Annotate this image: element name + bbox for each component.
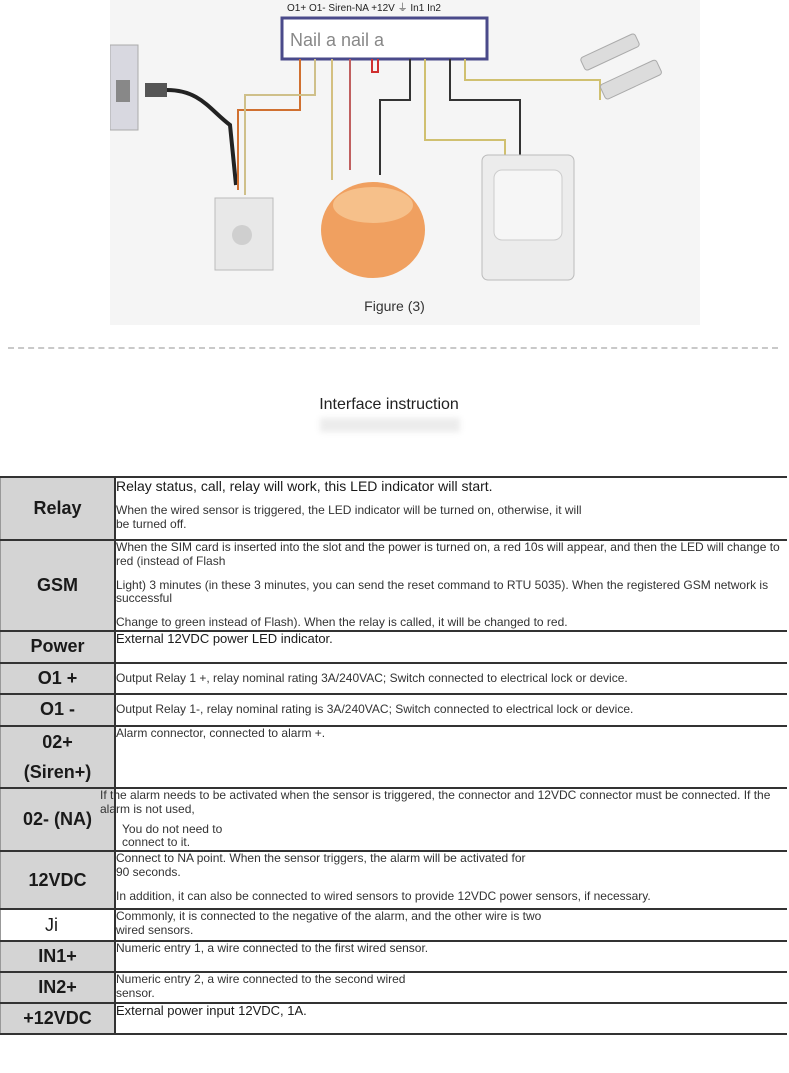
row-text: When the wired sensor is triggered, the LED indicator will be turned on, otherwise, it will (116, 503, 582, 518)
divider (8, 347, 778, 349)
faded-text (320, 418, 460, 432)
row-text: alarm is not used, (100, 801, 195, 816)
row-text: connect to it. (122, 835, 191, 850)
row-label: IN2+ (1, 972, 116, 1003)
section-heading: Interface instruction (319, 396, 459, 413)
row-text: Alarm connector, connected to alarm +. (116, 725, 326, 740)
terminal-labels: O1+ O1- Siren-NA +12V ⏚ In1 In2 (287, 3, 441, 14)
row-label: O1 + (1, 663, 116, 694)
row-text: If the alarm needs to be activated when the sensor is triggered, the connector and 12VDC connector must be connected. If the (100, 787, 771, 802)
table-row (1, 788, 788, 851)
row-text: You do not need to (122, 821, 223, 836)
row-text: Output Relay 1-, relay nominal rating is 3A/240VAC; Switch connected to electrical lock or device. (116, 702, 634, 717)
row-label: Ji (45, 914, 58, 935)
row-text: External power input 12VDC, 1A. (116, 1003, 307, 1019)
table-row (1, 909, 788, 941)
door-magnet-icon (599, 59, 662, 100)
row-text: wired sensors. (116, 922, 194, 937)
power-plug-icon (145, 83, 167, 97)
table-row (1, 540, 788, 631)
row-text: When the SIM card is inserted into the slot and the power is turned on, a red 10s will appear, and then the LED will change to (116, 540, 780, 554)
table-row (1, 972, 788, 1003)
row-text: be turned off. (116, 516, 187, 531)
module-label: Nail a nail a (290, 30, 385, 50)
table-row (1, 941, 788, 972)
row-text: Numeric entry 1, a wire connected to the first wired sensor. (116, 941, 429, 956)
interface-table (0, 476, 787, 1035)
row-text: Commonly, it is connected to the negative of the alarm, and the other wire is two (116, 909, 542, 924)
table-row (1, 726, 788, 788)
table-row (1, 663, 788, 694)
row-label: GSM (1, 540, 116, 631)
row-text: In addition, it can also be connected to wired sensors to provide 12VDC power sensors, if necessary. (116, 888, 651, 903)
row-label: IN1+ (1, 941, 116, 972)
row-label: +12VDC (1, 1003, 116, 1034)
row-text: Change to green instead of Flash). When the relay is called, it will be changed to red. (116, 615, 568, 630)
figure-caption: Figure (3) (364, 298, 425, 314)
row-label: O1 - (1, 694, 116, 726)
door-contact-icon (580, 33, 640, 71)
row-text: Connect to NA point. When the sensor triggers, the alarm will be activated for (116, 851, 526, 866)
row-text: Relay status, call, relay will work, this LED indicator will start. (116, 478, 493, 494)
row-label: 02- (NA) (1, 788, 116, 851)
row-label-secondary: (Siren+) (23, 761, 92, 782)
row-label: 12VDC (1, 851, 116, 909)
table-row (1, 694, 788, 726)
row-text: External 12VDC power LED indicator. (116, 630, 333, 646)
row-label: Power (1, 631, 116, 663)
row-text: sensor. (116, 985, 155, 1000)
table-row (1, 1003, 788, 1034)
row-text: red (instead of Flash (116, 553, 226, 568)
wiring-figure (110, 0, 700, 325)
row-text: Output Relay 1 +, relay nominal rating 3A/240VAC; Switch connected to electrical lock or device. (116, 670, 628, 685)
row-text: 90 seconds. (116, 864, 181, 879)
table-row (1, 477, 788, 540)
table-row (1, 851, 788, 909)
row-text: Numeric entry 2, a wire connected to the second wired (116, 972, 406, 987)
row-label: 02+ (42, 731, 73, 752)
row-label: Relay (1, 477, 116, 540)
row-text: successful (116, 591, 173, 606)
wiring-diagram (110, 0, 700, 325)
table-row (1, 631, 788, 663)
row-text: Light) 3 minutes (in these 3 minutes, you can send the reset command to RTU 5035). When the registered GSM network is (116, 577, 769, 592)
